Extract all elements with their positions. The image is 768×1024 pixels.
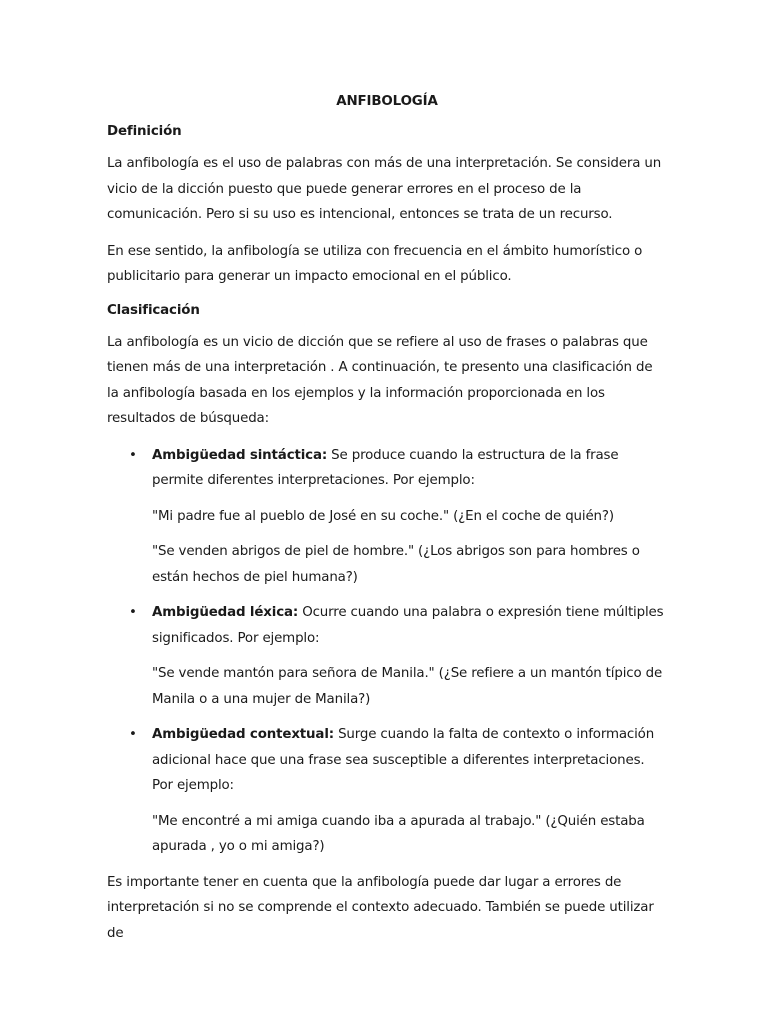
document-title: ANFIBOLOGÍA: [336, 94, 438, 109]
example-text: "Se venden abrigos de piel de hombre." (¿Los abrigos son para hombres o están hechos de piel humana?): [152, 544, 640, 585]
definition-paragraph-1: La anfibología es el uso de palabras con más de una interpretación. Se considera un vicio de la dicción puesto que puede generar errores en el proceso de la comunicación. Pero si su uso es intencional, entonces se trata de un recurso.: [107, 156, 662, 222]
example-text: "Se vende mantón para señora de Manila." (¿Se refiere a un mantón típico de Manila o a una mujer de Manila?): [152, 666, 663, 707]
term-label: Ambigüedad contextual:: [152, 727, 334, 742]
list-item-text: [152, 443, 667, 494]
term-description: Surge cuando la falta de contexto o información adicional hace que una frase sea susceptible a diferentes interpretaciones. Por ejemplo:: [152, 727, 655, 793]
example-text: "Me encontré a mi amiga cuando iba a apurada al trabajo." (¿Quién estaba apurada , yo o mi amiga?): [152, 813, 645, 854]
bullet-icon: •: [129, 447, 137, 463]
list-item-text: [152, 600, 667, 651]
classification-list: [107, 443, 667, 860]
term-description: Ocurre cuando una palabra o expresión tiene múltiples significados. Por ejemplo:: [152, 605, 664, 646]
list-item-contextual: [107, 722, 667, 860]
list-item-text: [152, 722, 667, 799]
definition-heading: Definición: [107, 124, 182, 139]
example-text: "Mi padre fue al pueblo de José en su coche." (¿En el coche de quién?): [152, 508, 614, 524]
classification-intro: La anfibología es un vicio de dicción que se refiere al uso de frases o palabras que tienen más de una interpretación . A continuación, te presento una clasificación de la anfibología basada en los ejemplos y la información proporcionada en los resultados de búsqueda:: [107, 334, 653, 426]
list-item-syntactic: [107, 443, 667, 591]
document-body: [107, 92, 667, 957]
closing-paragraph: Es importante tener en cuenta que la anfibología puede dar lugar a errores de interpretación si no se comprende el contexto adecuado. También se puede utilizar de: [107, 874, 654, 941]
definition-paragraph-2: En ese sentido, la anfibología se utiliza con frecuencia en el ámbito humorístico o publicitario para generar un impacto emocional en el público.: [107, 243, 643, 284]
bullet-icon: •: [129, 727, 137, 742]
term-description: Se produce cuando la estructura de la frase permite diferentes interpretaciones. Por ejemplo:: [152, 447, 619, 488]
list-item-lexical: [107, 600, 667, 712]
term-label: Ambigüedad sintáctica:: [152, 447, 328, 463]
bullet-icon: •: [129, 605, 137, 620]
term-label: Ambigüedad léxica:: [152, 605, 299, 620]
classification-heading: Clasificación: [107, 302, 200, 318]
